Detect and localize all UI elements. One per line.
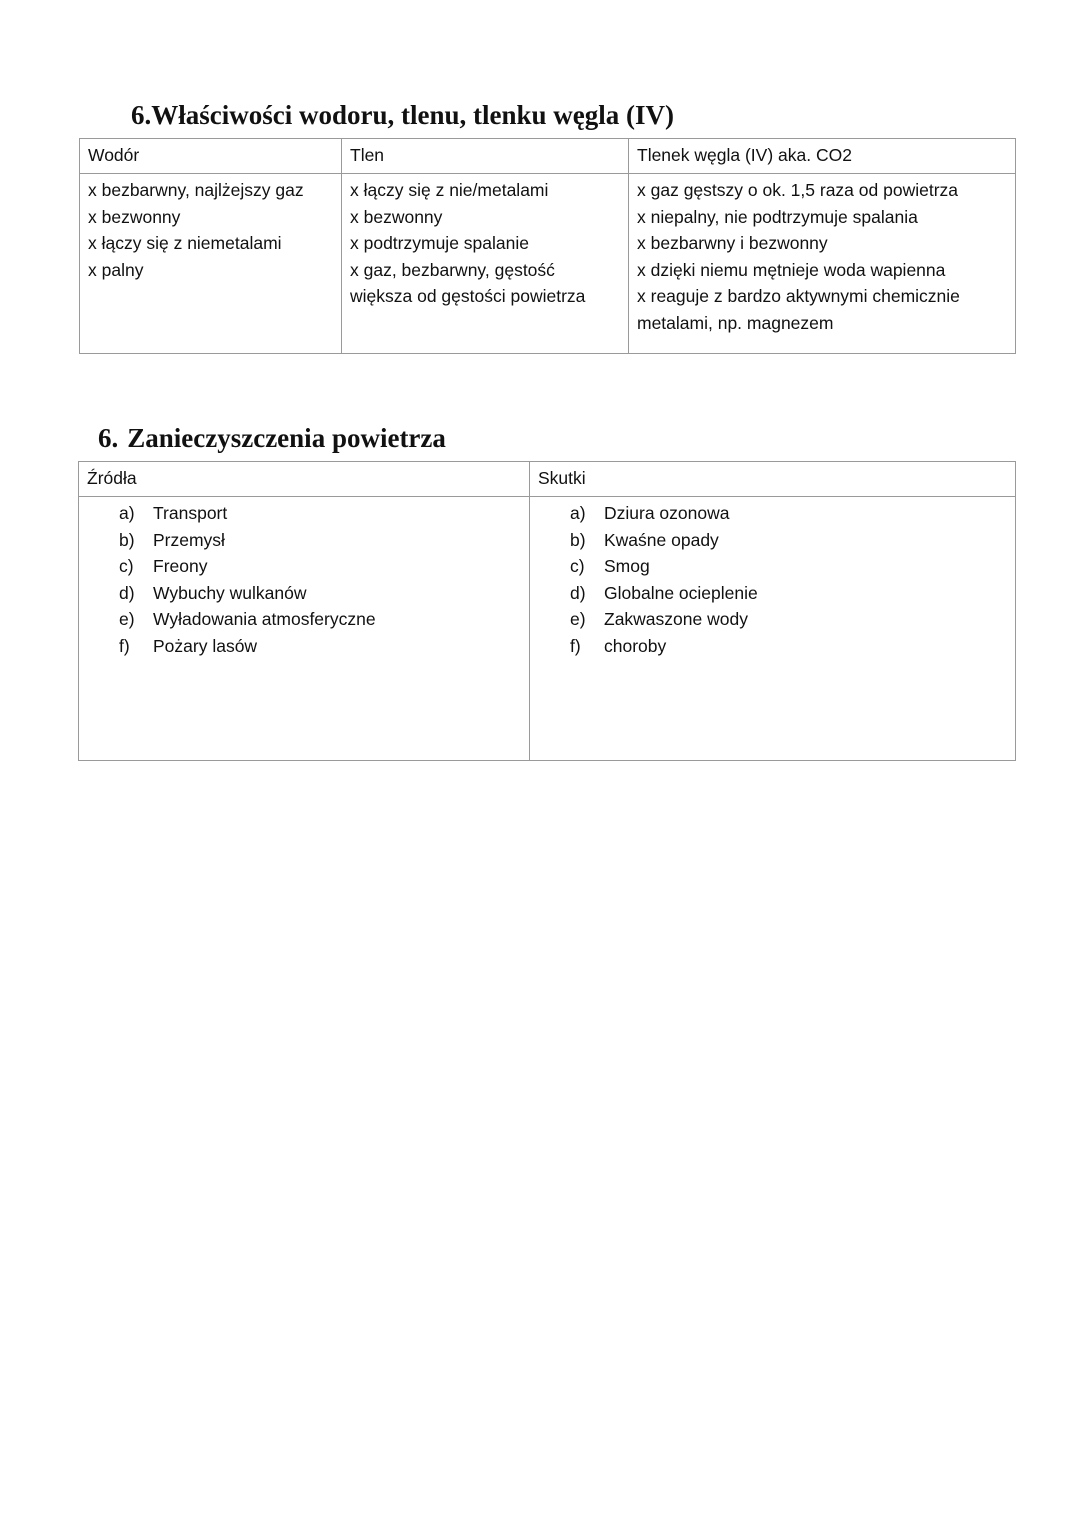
list-marker: e) — [119, 609, 135, 630]
pollution-body-row — [79, 497, 1016, 761]
section-1-heading — [131, 102, 674, 129]
section-2-heading — [98, 425, 446, 452]
header-carbon-dioxide: Tlenek węgla (IV) aka. CO2 — [629, 139, 1016, 174]
section-2-title: Zanieczyszczenia powietrza — [127, 423, 446, 453]
property-line: x niepalny, nie podtrzymuje spalania — [637, 206, 918, 227]
list-item-text: Freony — [153, 556, 208, 577]
list-item — [79, 527, 529, 554]
property-line: x łączy się z nie/metalami — [350, 180, 549, 200]
properties-table — [79, 138, 1016, 354]
carbon-dioxide-properties — [629, 174, 1016, 354]
list-item — [530, 500, 1015, 527]
list-marker: a) — [119, 503, 135, 523]
list-item-text: Wyładowania atmosferyczne — [153, 609, 376, 630]
properties-body-row — [80, 174, 1016, 354]
list-marker: d) — [570, 582, 586, 603]
list-item — [79, 606, 529, 633]
list-item — [530, 633, 1015, 660]
effects-list — [530, 497, 1016, 761]
pollution-header-row — [79, 462, 1016, 497]
property-line: x podtrzymuje spalanie — [350, 233, 529, 254]
list-marker: f) — [570, 635, 581, 656]
list-item — [79, 580, 529, 607]
list-item-text: Transport — [153, 503, 228, 523]
list-item — [79, 500, 529, 527]
list-item-text: Globalne ocieplenie — [604, 582, 758, 603]
header-oxygen: Tlen — [342, 139, 629, 174]
list-marker: a) — [570, 503, 586, 523]
property-line: x bezbarwny i bezwonny — [637, 233, 828, 254]
list-item-text: Przemysł — [153, 529, 225, 550]
property-line: x gaz gęstszy o ok. 1,5 raza od powietrza — [637, 180, 958, 200]
property-line: x bezwonny — [88, 206, 181, 227]
property-line: większa od gęstości powietrza — [350, 286, 586, 307]
list-item — [79, 553, 529, 580]
section-2-number: 6. — [98, 423, 119, 453]
section-1-number: 6. — [131, 100, 152, 130]
list-item-text: Zakwaszone wody — [604, 609, 748, 630]
properties-header-row — [80, 139, 1016, 174]
property-line: x bezbarwny, najlżejszy gaz — [88, 180, 304, 200]
property-line: x bezwonny — [350, 206, 443, 227]
list-marker: b) — [570, 529, 586, 550]
list-item — [79, 633, 529, 660]
property-line: x łączy się z niemetalami — [88, 233, 282, 254]
section-1-title: Właściwości wodoru, tlenu, tlenku węgla (IV) — [151, 100, 675, 130]
list-marker: e) — [570, 609, 586, 630]
list-marker: c) — [119, 556, 134, 577]
property-line: x reaguje z bardzo aktywnymi chemicznie — [637, 286, 960, 307]
list-item — [530, 580, 1015, 607]
header-hydrogen: Wodór — [80, 139, 342, 174]
list-marker: f) — [119, 635, 130, 656]
list-item — [530, 553, 1015, 580]
list-item-text: Kwaśne opady — [604, 529, 719, 550]
list-item — [530, 527, 1015, 554]
list-item-text: Pożary lasów — [153, 635, 258, 656]
list-item-text: Smog — [604, 556, 650, 577]
list-marker: b) — [119, 529, 135, 550]
list-item-text: Dziura ozonowa — [604, 503, 730, 523]
header-sources: Źródła — [79, 462, 530, 497]
oxygen-properties — [342, 174, 629, 354]
list-marker: d) — [119, 582, 135, 603]
pollution-table — [78, 461, 1016, 761]
list-marker: c) — [570, 556, 585, 577]
list-item-text: Wybuchy wulkanów — [153, 582, 307, 603]
list-item — [530, 606, 1015, 633]
hydrogen-properties — [80, 174, 342, 354]
property-line: x palny — [88, 259, 144, 280]
sources-list — [79, 497, 530, 761]
header-effects: Skutki — [530, 462, 1016, 497]
property-line: x dzięki niemu mętnieje woda wapienna — [637, 259, 946, 280]
list-item-text: choroby — [604, 635, 667, 656]
property-line: metalami, np. magnezem — [637, 312, 834, 333]
property-line: x gaz, bezbarwny, gęstość — [350, 259, 555, 280]
